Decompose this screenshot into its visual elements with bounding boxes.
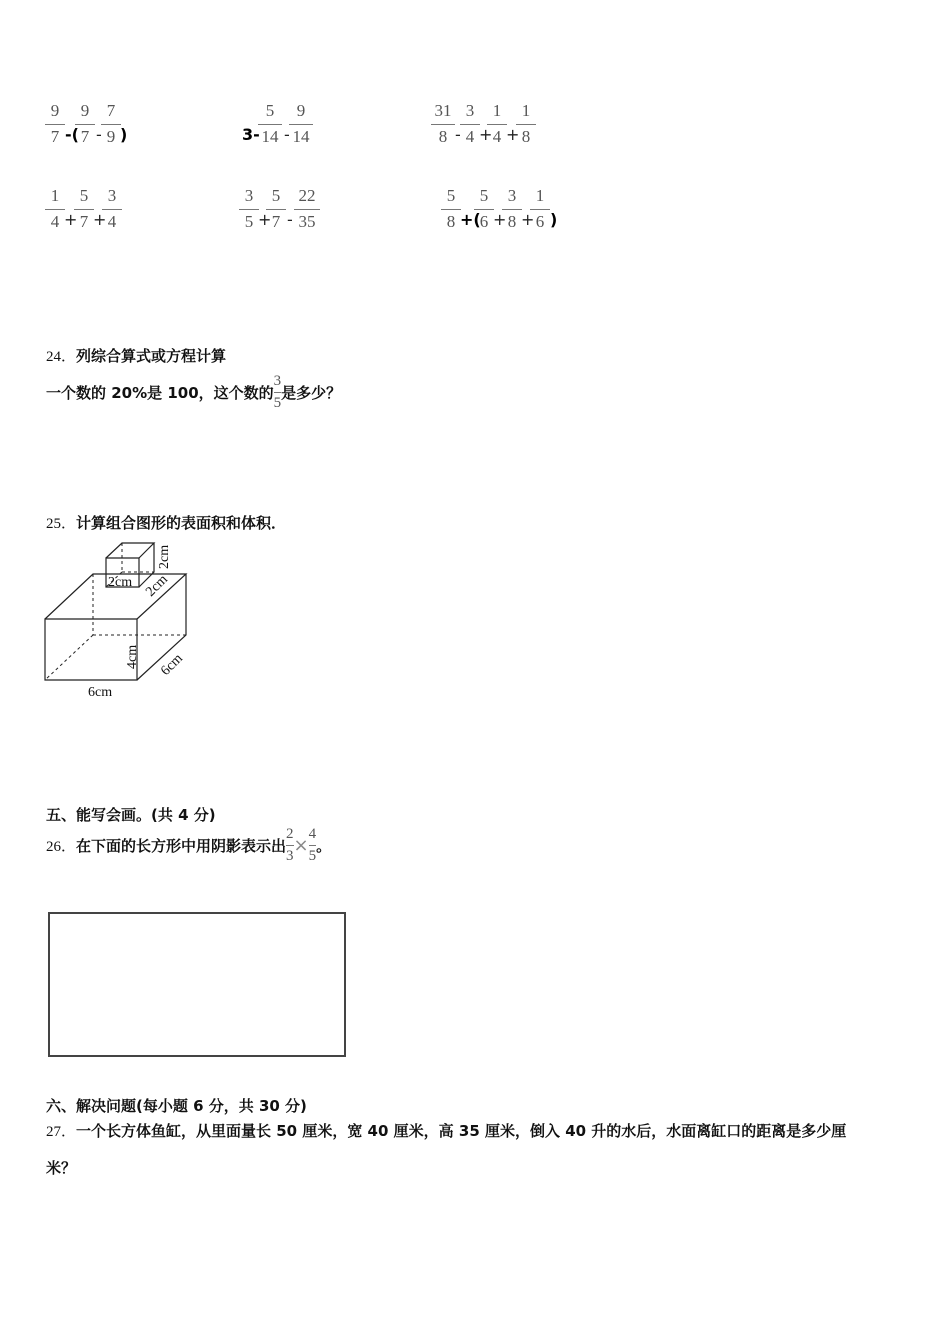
label-large-depth: 6cm — [158, 651, 186, 679]
fraction: 3 5 — [238, 186, 260, 232]
fraction: 1 6 — [529, 186, 551, 232]
operator: 3- — [242, 125, 260, 144]
label-small-side: 2cm — [143, 572, 171, 600]
label-large-width: 6cm — [88, 685, 113, 700]
fraction: 1 4 — [486, 101, 508, 147]
fraction: 3 4 — [459, 101, 481, 147]
label-small-height: 2cm — [157, 544, 172, 569]
large-cuboid-front — [45, 619, 137, 680]
operator: + — [64, 210, 78, 229]
operator: -( — [65, 125, 79, 144]
fraction: 9 7 — [44, 101, 66, 147]
operator: + — [479, 125, 493, 144]
fraction: 31 8 — [430, 101, 456, 147]
fraction: 5 8 — [440, 186, 462, 232]
question-24-text: 一个数的 20%是 100，这个数的$\frac{3}{5}$是多少？ — [46, 373, 342, 411]
hidden-edge — [45, 635, 93, 680]
section-6-title: 六、解决问题(每小题 6 分，共 30 分) — [46, 1097, 307, 1115]
small-cube-top — [106, 543, 154, 558]
operator: ) — [120, 125, 128, 144]
expression-3 — [430, 101, 560, 147]
operator: +( — [460, 210, 481, 229]
question-27-line2: 米？ — [46, 1159, 77, 1177]
section-5-title: 五、能写会画。(共 4 分) — [46, 806, 216, 824]
operator: ) — [550, 210, 558, 229]
fraction: 1 4 — [44, 186, 66, 232]
fraction: 5 7 — [265, 186, 287, 232]
operator: + — [506, 125, 520, 144]
shading-rectangle[interactable] — [48, 912, 346, 1057]
label-small-front: 2cm — [108, 575, 133, 590]
question-27-line1: 27．一个长方体鱼缸，从里面量长 50 厘米，宽 40 厘米，高 35 厘米，倒入 40 升的水后，水面离缸口的距离是多少厘 — [46, 1122, 847, 1140]
operator: + — [93, 210, 107, 229]
fraction: 5 7 — [73, 186, 95, 232]
operator: - — [287, 210, 293, 229]
fraction: 9 14 — [288, 101, 314, 147]
label-large-height: 4cm — [125, 644, 140, 669]
expression-5 — [238, 186, 348, 232]
fraction: 5 14 — [257, 101, 283, 147]
question-25-title: 25．计算组合图形的表面积和体积． — [46, 514, 287, 532]
operator: + — [493, 210, 507, 229]
composite-cuboid-figure — [30, 535, 230, 705]
expression-4 — [44, 186, 154, 232]
fraction: $\frac{2}{3}$ — [286, 826, 294, 864]
fraction: $\frac{4}{5}$ — [308, 826, 317, 864]
fraction: 7 9 — [100, 101, 122, 147]
fraction: 3 4 — [101, 186, 123, 232]
expression-2 — [242, 101, 352, 147]
times-sign: × — [293, 835, 309, 856]
operator: + — [521, 210, 535, 229]
operator: - — [96, 125, 102, 144]
fraction: 9 7 — [74, 101, 96, 147]
operator: + — [258, 210, 272, 229]
expression-1 — [44, 101, 154, 147]
question-24-title: 24．列综合算式或方程计算 — [46, 347, 227, 365]
operator: - — [455, 125, 461, 144]
fraction: 3 8 — [501, 186, 523, 232]
fraction: 5 6 — [473, 186, 495, 232]
fraction: $\frac{3}{5}$ — [273, 373, 282, 411]
question-26-text: 26．在下面的长方形中用阴影表示出$\frac{2}{3}\times\frac{4}{5}$。 — [46, 826, 332, 864]
fraction: 22 35 — [293, 186, 321, 232]
expression-6 — [440, 186, 570, 232]
fraction: 1 8 — [515, 101, 537, 147]
operator: - — [284, 125, 290, 144]
